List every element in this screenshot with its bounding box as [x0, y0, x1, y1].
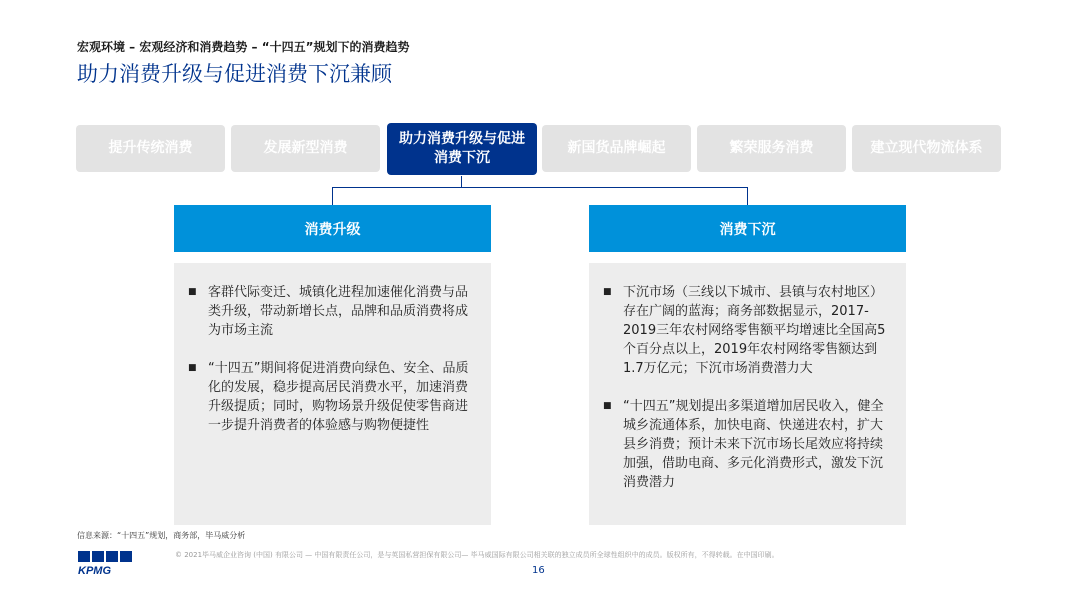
tab-domestic-brands[interactable]: 新国货品牌崛起: [542, 125, 691, 172]
logo-text: KPMG: [78, 565, 111, 576]
kpmg-logo: [77, 550, 137, 576]
tab-new-consumption[interactable]: 发展新型消费: [231, 125, 380, 172]
column-body-consumption-sinking: [589, 263, 906, 525]
tab-modern-logistics[interactable]: 建立现代物流体系: [852, 125, 1001, 172]
connector-stem: [461, 176, 462, 187]
page-number: 16: [532, 565, 545, 576]
bullet-text: “十四五”规划提出多渠道增加居民收入，健全城乡流通体系，加快电商、快递进农村，扩大县乡消费；预计未来下沉市场长尾效应将持续加强，借助电商、多元化消费形式，激发下沉消费潜力: [623, 399, 884, 490]
connector-left-drop: [332, 187, 333, 205]
connector-horizontal: [332, 187, 748, 188]
breadcrumb: 宏观环境 – 宏观经济和消费趋势 – “十四五”规划下的消费趋势: [77, 40, 410, 54]
list-item: [188, 359, 475, 435]
bullet-text: 下沉市场（三线以下城市、县镇与农村地区）存在广阔的蓝海；商务部数据显示，2017-2019三年农村网络零售额平均增速比全国高5个百分点以上，2019年农村网络零售额达到1.7万亿元；下沉市场消费潜力大: [623, 285, 886, 376]
tab-upgrade-and-sinking[interactable]: 助力消费升级与促进消费下沉: [387, 123, 537, 175]
source-note: 信息来源：“十四五”规划，商务部，毕马威分析: [77, 531, 246, 540]
tab-service-consumption[interactable]: 繁荣服务消费: [697, 125, 846, 172]
page-title: 助力消费升级与促进消费下沉兼顾: [77, 62, 392, 86]
bullet-text: “十四五”期间将促进消费向绿色、安全、品质化的发展，稳步提高居民消费水平，加速消费升级提质；同时，购物场景升级促使零售商进一步提升消费者的体验感与购物便捷性: [208, 361, 469, 433]
topic-tab-bar: [76, 125, 1001, 174]
square-bullet-icon: ■: [603, 287, 612, 297]
copyright-notice: © 2021毕马威企业咨询 (中国) 有限公司 — 中国有限责任公司，是与英国私营担保有限公司— 毕马威国际有限公司相关联的独立成员所全球性组织中的成员。版权所有，不得转载。在中国印刷。: [175, 551, 779, 559]
connector-right-drop: [747, 187, 748, 205]
column-header-consumption-sinking: 消费下沉: [589, 205, 906, 252]
square-bullet-icon: ■: [188, 287, 197, 297]
square-bullet-icon: ■: [603, 401, 612, 411]
square-bullet-icon: ■: [188, 363, 197, 373]
list-item: [603, 283, 890, 378]
bullet-text: 客群代际变迁、城镇化进程加速催化消费与品类升级，带动新增长点，品牌和品质消费将成为市场主流: [208, 285, 469, 338]
column-body-consumption-upgrade: [174, 263, 491, 525]
tab-traditional-consumption[interactable]: 提升传统消费: [76, 125, 225, 172]
list-item: [603, 397, 890, 492]
list-item: [188, 283, 475, 340]
column-header-consumption-upgrade: 消费升级: [174, 205, 491, 252]
